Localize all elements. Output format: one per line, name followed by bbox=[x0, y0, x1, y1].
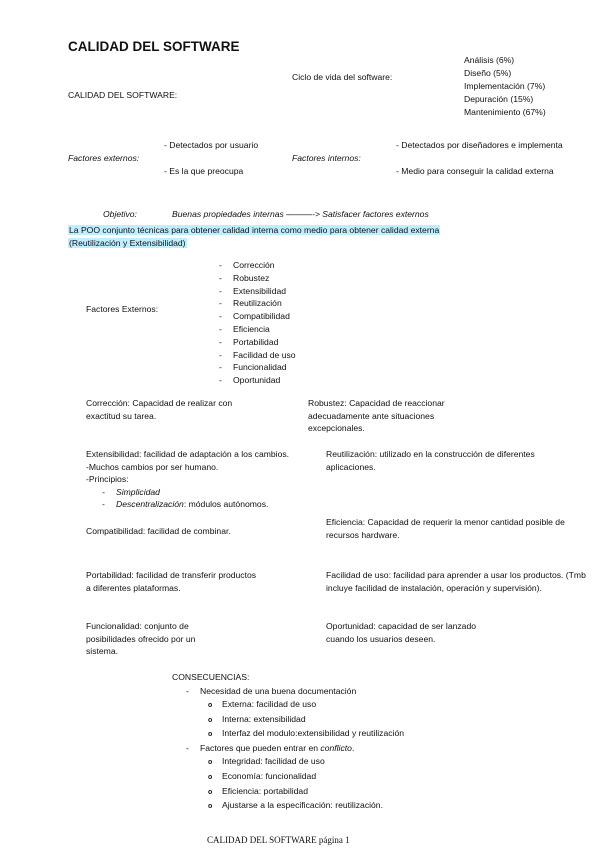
poo-highlight-line: La POO conjunto técnicas para obtener calidad interna como medio para obtener calidad externa bbox=[69, 225, 440, 235]
list-item: - Portabilidad bbox=[219, 336, 296, 349]
consequence-subitem: o Eficiencia: portabilidad bbox=[186, 785, 404, 800]
consequence-subitem: o Integridad: facilidad de uso bbox=[186, 755, 404, 770]
internal-factors-item: - Medio para conseguir la calidad externa bbox=[396, 166, 554, 176]
external-factors-item: - Es la que preocupa bbox=[164, 166, 244, 176]
poo-highlight-line: (Reutilización y Extensibilidad) bbox=[69, 238, 186, 248]
cycle-item: Implementación (7%) bbox=[464, 81, 546, 91]
list-item: - Extensibilidad bbox=[219, 285, 296, 298]
definition-compatibilidad: Compatibilidad: facilidad de combinar. bbox=[86, 526, 231, 536]
page-footer: CALIDAD DEL SOFTWARE página 1 bbox=[207, 835, 350, 845]
consequences-list bbox=[186, 685, 404, 814]
list-item: - Compatibilidad bbox=[219, 310, 296, 323]
list-item: - Eficiencia bbox=[219, 323, 296, 336]
header-left-label: CALIDAD DEL SOFTWARE: bbox=[68, 90, 178, 100]
internal-factors-item: - Detectados por diseñadores e implementa bbox=[396, 140, 563, 150]
principle-term: Descentralización bbox=[116, 499, 184, 509]
definition-extensibilidad bbox=[86, 448, 289, 511]
extensibilidad-line: -Principios: bbox=[86, 474, 129, 484]
external-factors-label: Factores externos: bbox=[68, 153, 140, 163]
definition-portabilidad: Portabilidad: facilidad de transferir productos a diferentes plataformas. bbox=[86, 570, 257, 593]
external-factors-list bbox=[219, 259, 296, 387]
principle-item bbox=[86, 498, 289, 511]
definition-reutilizacion: Reutilización: utilizado en la construcción de diferentes aplicaciones. bbox=[326, 449, 535, 472]
consequence-subitem: o Interfaz del modulo:extensibilidad y reutilización bbox=[186, 727, 404, 742]
objective-label: Objetivo: bbox=[103, 209, 137, 219]
extensibilidad-line: -Muchos cambios por ser humano. bbox=[86, 461, 219, 472]
definition-funcionalidad: Funcionalidad: conjunto de posibilidades ofrecido por un sistema. bbox=[86, 621, 196, 656]
principle-item: - Simplicidad bbox=[86, 486, 289, 499]
objective-text: Buenas propiedades internas ———-> Satisfacer factores externos bbox=[172, 209, 429, 219]
principle-desc: : módulos autónomos. bbox=[183, 499, 269, 509]
conflict-word: conflicto bbox=[320, 743, 352, 754]
conflict-text: Factores que pueden entrar en bbox=[200, 743, 321, 754]
cycle-item: Diseño (5%) bbox=[464, 68, 512, 78]
list-item: - Funcionalidad bbox=[219, 361, 296, 374]
list-item: - Facilidad de uso bbox=[219, 349, 296, 362]
definition-oportunidad: Oportunidad: capacidad de ser lanzado cuando los usuarios deseen. bbox=[326, 621, 477, 644]
cycle-label: Ciclo de vida del software: bbox=[292, 72, 393, 82]
definition-correccion: Corrección: Capacidad de realizar con exactitud su tarea. bbox=[86, 398, 233, 421]
cycle-item: Depuración (15%) bbox=[464, 94, 534, 104]
list-item: - Oportunidad bbox=[219, 374, 296, 387]
consequence-item: - Necesidad de una buena documentación bbox=[186, 685, 404, 698]
external-factors-list-label: Factores Externos: bbox=[86, 304, 159, 314]
definition-facilidad-uso: Facilidad de uso: facilidad para aprender a usar los productos. (Tmb incluye facilidad de instalación, operación y supervisión). bbox=[326, 570, 586, 593]
consequence-subitem: o Externa: facilidad de uso bbox=[186, 698, 404, 713]
cycle-item: Análisis (6%) bbox=[464, 55, 515, 65]
external-factors-item: - Detectados por usuario bbox=[164, 140, 259, 150]
list-item: - Corrección bbox=[219, 259, 296, 272]
consequence-item bbox=[186, 742, 404, 755]
consequence-subitem: o Interna: extensibilidad bbox=[186, 713, 404, 728]
definition-eficiencia: Eficiencia: Capacidad de requerir la menor cantidad posible de recursos hardware. bbox=[326, 517, 565, 540]
cycle-item: Mantenimiento (67%) bbox=[464, 107, 546, 117]
document-title: CALIDAD DEL SOFTWARE bbox=[68, 39, 240, 54]
extensibilidad-line: Extensibilidad: facilidad de adaptación a los cambios. bbox=[86, 449, 290, 459]
list-item: - Robustez bbox=[219, 272, 296, 285]
conflict-period: . bbox=[351, 743, 355, 754]
consequence-subitem: o Ajustarse a la especificación: reutilización. bbox=[186, 799, 404, 814]
consequences-title: CONSECUENCIAS: bbox=[172, 672, 250, 682]
list-item: - Reutilización bbox=[219, 297, 296, 310]
definition-robustez: Robustez: Capacidad de reaccionar adecuadamente ante situaciones excepcionales. bbox=[308, 398, 445, 433]
internal-factors-label: Factores internos: bbox=[292, 153, 361, 163]
consequence-subitem: o Economía: funcionalidad bbox=[186, 770, 404, 785]
